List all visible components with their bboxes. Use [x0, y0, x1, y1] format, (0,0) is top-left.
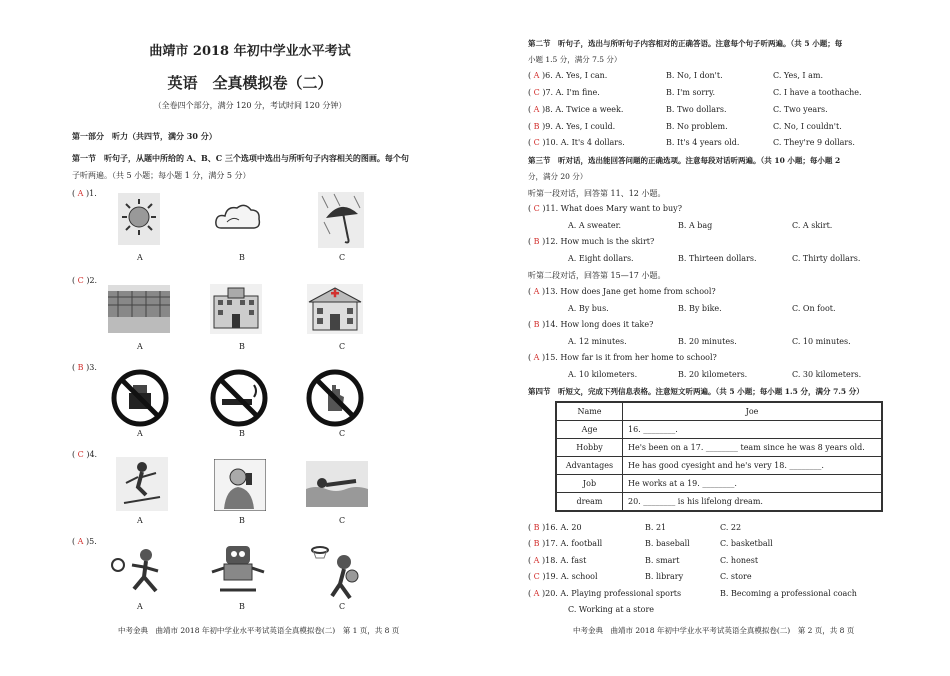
question-number: )2.	[86, 276, 98, 285]
answer-mark: C	[77, 450, 84, 459]
option-b: B. Thirteen dollars.	[678, 254, 757, 263]
answer-mark: A	[533, 353, 540, 362]
option-c: C. A skirt.	[792, 221, 833, 230]
question-number: )1.	[86, 189, 97, 198]
sun-picture	[118, 193, 160, 249]
table-row	[556, 439, 882, 457]
question-number: )9.	[542, 122, 553, 131]
option-c: C. No, I couldn't.	[773, 122, 842, 131]
list-item: ( B )17. A. football	[528, 539, 603, 548]
answer-mark: A	[533, 556, 540, 565]
option-a: A. Playing professional sports	[560, 589, 682, 598]
table-cell: Age	[556, 421, 623, 439]
option-a: A. 12 minutes.	[568, 337, 627, 346]
question-number: )6.	[542, 71, 553, 80]
option-a: A. I'm fine.	[555, 88, 600, 97]
table-cell: Job	[556, 475, 623, 493]
option-a: A. 10 kilometers.	[568, 370, 638, 379]
question-number: )20.	[542, 589, 558, 598]
table-cell: Advantages	[556, 457, 623, 475]
option-label-b: B	[239, 253, 245, 262]
phone-call-picture	[214, 459, 266, 515]
list-item: ( A )8. A. Twice a week.	[528, 105, 624, 114]
option-label-a: A	[137, 602, 143, 611]
answer-mark: A	[533, 105, 540, 114]
section3-instruction-2: 分，满分 20 分）	[528, 172, 588, 181]
option-c: C. store	[720, 572, 752, 581]
answer-mark: C	[77, 276, 84, 285]
option-label-b: B	[239, 429, 245, 438]
option-a: A. It's 4 dollars.	[560, 138, 625, 147]
answer-mark: C	[533, 572, 540, 581]
list-item: ( C )19. A. school	[528, 572, 598, 581]
table-row	[556, 421, 882, 439]
exam-subtitle: 英语 全真模拟卷（二）	[167, 74, 333, 92]
question-12: ( B )12. How much is the skirt?	[528, 237, 655, 246]
dialog1-intro: 听第一段对话，回答第 11、12 小题。	[528, 189, 666, 198]
option-a: A. Yes, I can.	[555, 71, 608, 80]
option-a: A. By bus.	[568, 304, 609, 313]
basketball-picture	[310, 542, 366, 604]
table-cell: Joe	[623, 402, 883, 421]
option-label-a: A	[137, 516, 143, 525]
question-number: )18.	[542, 556, 558, 565]
option-a: A. 20	[560, 523, 582, 532]
list-item: ( C )10. A. It's 4 dollars.	[528, 138, 625, 147]
option-c: C. Working at a store	[568, 605, 654, 614]
answer-mark: A	[533, 287, 540, 296]
list-item: ( A )6. A. Yes, I can.	[528, 71, 608, 80]
answer-mark: B	[533, 320, 540, 329]
section2-instruction-1: 第二节 听句子，选出与所听句子内容相对的正确答语。注意每个句子听两遍。（共 5 小题；每	[528, 39, 843, 48]
soccer-picture	[110, 545, 172, 601]
option-c: C. I have a toothache.	[773, 88, 862, 97]
option-b: B. smart	[645, 556, 680, 565]
option-b: B. 20 kilometers.	[678, 370, 748, 379]
section2-instruction-2: 小题 1.5 分，满分 7.5 分）	[528, 55, 622, 64]
option-c: C. 30 kilometers.	[792, 370, 862, 379]
question-text: )13. How does Jane get home from school?	[542, 287, 716, 296]
answer-mark: C	[533, 204, 540, 213]
list-item: ( A )20. A. Playing professional sports	[528, 589, 682, 598]
no-smoking-sign-icon	[210, 369, 268, 431]
question-number: )3.	[86, 363, 97, 372]
option-a: A. Eight dollars.	[568, 254, 634, 263]
swimming-picture	[306, 461, 368, 511]
list-item: ( B )9. A. Yes, I could.	[528, 122, 616, 131]
option-c: C. They're 9 dollars.	[773, 138, 855, 147]
table-cell: 16. ________.	[623, 421, 883, 439]
section3-instruction-1: 第三节 听对话，选出能回答问题的正确选项。注意每段对话听两遍。（共 10 小题；每小题 2	[528, 156, 841, 165]
option-b: B. It's 4 years old.	[666, 138, 740, 147]
option-label-c: C	[339, 516, 346, 525]
option-label-b: B	[239, 516, 245, 525]
option-b: B. By bike.	[678, 304, 722, 313]
question-text: )12. How much is the skirt?	[542, 237, 655, 246]
option-label-c: C	[339, 253, 346, 262]
info-table	[555, 401, 883, 512]
table-row	[556, 457, 882, 475]
school-building-picture	[210, 284, 262, 338]
option-c: C. Two years.	[773, 105, 828, 114]
option-a: A. Twice a week.	[555, 105, 624, 114]
question-13: ( A )13. How does Jane get home from school?	[528, 287, 716, 296]
option-label-a: A	[137, 429, 143, 438]
question-number: )17.	[542, 539, 558, 548]
option-a: A. Yes, I could.	[555, 122, 616, 131]
option-c: C. basketball	[720, 539, 773, 548]
table-cell: He works at a 19. ________.	[623, 475, 883, 493]
robot-picture	[206, 542, 270, 600]
question-11: ( C )11. What does Mary want to buy?	[528, 204, 682, 213]
answer-mark: A	[77, 189, 84, 198]
option-c: C. Yes, I am.	[773, 71, 824, 80]
option-b: B. library	[645, 572, 684, 581]
list-item: ( C )7. A. I'm fine.	[528, 88, 600, 97]
option-label-c: C	[339, 429, 346, 438]
question-15: ( A )15. How far is it from her home to school?	[528, 353, 717, 362]
option-label-c: C	[339, 342, 346, 351]
question-number: )16.	[542, 523, 558, 532]
option-b: B. No problem.	[666, 122, 728, 131]
question-number: )8.	[542, 105, 553, 114]
table-cell: 20. ________ is his lifelong dream.	[623, 493, 883, 512]
table-cell: dream	[556, 493, 623, 512]
section1-instruction-2: 子听两遍。（共 5 小题；每小题 1 分，满分 5 分）	[72, 171, 251, 180]
option-c: C. 22	[720, 523, 742, 532]
question-number: )19.	[542, 572, 559, 581]
part1-heading: 第一部分 听力（共四节，满分 30 分）	[72, 131, 217, 141]
table-row	[556, 475, 882, 493]
cloud-picture	[213, 200, 263, 240]
option-a: A. football	[560, 539, 603, 548]
table-row	[556, 493, 882, 512]
dialog2-intro: 听第二段对话，回答第 15—17 小题。	[528, 271, 666, 280]
no-entry-hand-sign-icon	[306, 369, 364, 431]
list-item: ( A )18. A. fast	[528, 556, 587, 565]
playground-picture	[108, 285, 170, 337]
section4-instruction: 第四节 听短文，完成下列信息表格。注意短文听两遍。（共 5 小题；每小题 1.5 分，满分 7.5 分）	[528, 387, 864, 396]
question-text: )15. How far is it from her home to school?	[542, 353, 717, 362]
question-text: )14. How long does it take?	[542, 320, 654, 329]
option-label-b: B	[239, 342, 245, 351]
option-label-b: B	[239, 602, 245, 611]
table-cell: Name	[556, 402, 623, 421]
option-label-a: A	[137, 342, 143, 351]
option-b: B. Two dollars.	[666, 105, 727, 114]
answer-mark: B	[77, 363, 84, 372]
answer-mark: B	[533, 122, 540, 131]
option-b: B. baseball	[645, 539, 690, 548]
question-number: )7.	[542, 88, 554, 97]
option-b: B. I'm sorry.	[666, 88, 716, 97]
option-b: B. 21	[645, 523, 667, 532]
skiing-picture	[116, 457, 168, 515]
rain-umbrella-picture	[318, 192, 364, 252]
answer-mark: A	[533, 71, 540, 80]
table-row	[556, 402, 882, 421]
page-footer: 中考金典 曲靖市 2018 年初中学业水平考试英语全真模拟卷(二) 第 1 页，共 8 页	[118, 626, 400, 635]
answer-mark: A	[77, 537, 84, 546]
section1-instruction-1: 第一节 听句子，从题中所给的 A、B、C 三个选项中选出与所听句子内容相关的图画。每个句	[72, 153, 409, 163]
list-item: ( B )16. A. 20	[528, 523, 582, 532]
answer-mark: B	[533, 237, 540, 246]
question-text: )11. What does Mary want to buy?	[542, 204, 682, 213]
option-c: C. On foot.	[792, 304, 836, 313]
option-b: B. 20 minutes.	[678, 337, 737, 346]
answer-mark: B	[533, 539, 540, 548]
table-cell: Hobby	[556, 439, 623, 457]
no-food-sign-icon	[111, 369, 169, 431]
exam-info: （全卷四个部分，满分 120 分，考试时间 120 分钟）	[153, 101, 347, 110]
option-label-c: C	[339, 602, 346, 611]
option-c: C. Thirty dollars.	[792, 254, 861, 263]
exam-title: 曲靖市 2018 年初中学业水平考试	[149, 44, 351, 59]
option-a: A. fast	[560, 556, 587, 565]
answer-mark: C	[533, 88, 540, 97]
answer-mark: C	[533, 138, 540, 147]
option-b: B. A bag	[678, 221, 713, 230]
page-footer: 中考金典 曲靖市 2018 年初中学业水平考试英语全真模拟卷(二) 第 2 页，共 8 页	[573, 626, 855, 635]
option-label-a: A	[137, 253, 143, 262]
table-cell: He's been on a 17. ________ team since he was 8 years old.	[623, 439, 883, 457]
answer-mark: A	[533, 589, 540, 598]
question-number: )10.	[542, 138, 559, 147]
option-b: B. Becoming a professional coach	[720, 589, 857, 598]
question-number: )4.	[86, 450, 98, 459]
option-c: C. 10 minutes.	[792, 337, 851, 346]
hospital-picture	[307, 284, 363, 338]
table-cell: He has good cyesight and he's very 18. ________.	[623, 457, 883, 475]
option-c: C. honest	[720, 556, 759, 565]
question-number: )5.	[86, 537, 97, 546]
option-b: B. No, I don't.	[666, 71, 723, 80]
answer-mark: B	[533, 523, 540, 532]
option-a: A. school	[560, 572, 598, 581]
question-14: ( B )14. How long does it take?	[528, 320, 654, 329]
option-a: A. A sweater.	[568, 221, 622, 230]
